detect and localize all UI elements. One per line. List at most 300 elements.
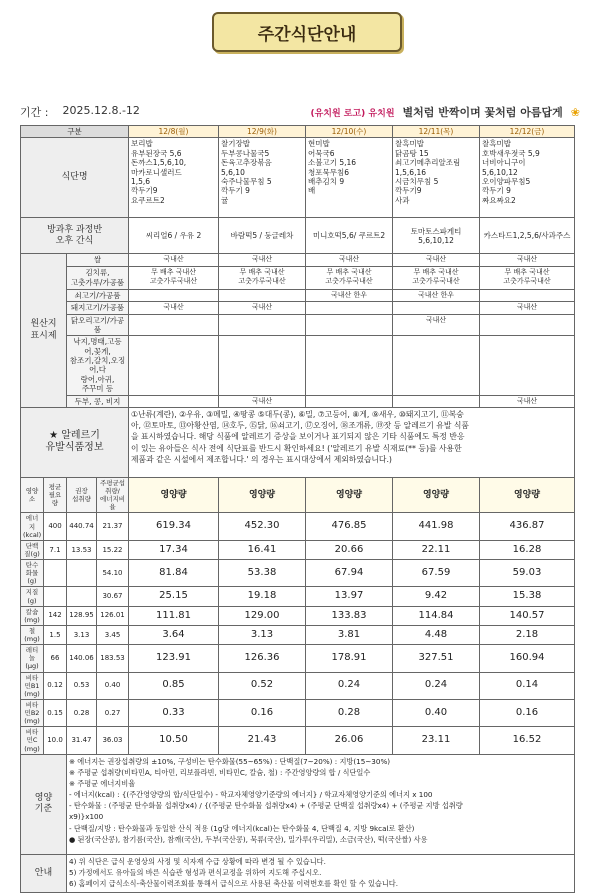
- day-header: 12/9(화): [219, 126, 306, 138]
- origin-item: [67, 266, 129, 289]
- menu-cell: [480, 138, 575, 218]
- period-label: 기간 :: [20, 106, 49, 119]
- nutrient-value: 0.16: [219, 699, 306, 726]
- nutrition-header-line: 필요량: [48, 491, 62, 508]
- origin-row: [21, 254, 575, 266]
- nutrient-value: 16.28: [480, 540, 575, 559]
- nutrient-name: [21, 625, 44, 644]
- nutrition-header-cell: [67, 477, 97, 513]
- notice-row: [21, 854, 575, 892]
- menu-item: 요쿠르트2: [131, 195, 165, 205]
- notice-line: 6) 홈페이지 급식소식-축산물이력조회를 통해서 급식으로 사용된 축산물 이력번호를 확인 할 수 있습니다.: [69, 878, 399, 888]
- nutrition-header-cell: [393, 477, 480, 513]
- nutrient-name: [21, 672, 44, 699]
- nutrition-row: [21, 513, 575, 540]
- nutrition-header-line: 영양량: [513, 489, 541, 500]
- menu-item: 돈까스1,5,6,10,: [131, 158, 187, 168]
- nutrient-value: 59.03: [480, 560, 575, 587]
- origin-value: [480, 266, 575, 289]
- origin-value-line: 고춧가루국내산: [325, 276, 373, 285]
- notice-line: 4) 위 식단은 급식 운영상의 사정 및 식자재 수급 상황에 따라 변경 될 수 있습니다.: [69, 856, 326, 866]
- nutrient-name-line: 비타민B1: [24, 673, 40, 690]
- nutrition-header-line: 영양량: [335, 489, 363, 500]
- nutrient-name-line: 칼슘(mg): [24, 607, 40, 624]
- nutrient-value: 10.50: [129, 727, 219, 754]
- nutrition-header-cell: [480, 477, 575, 513]
- nutrient-name-line: (mg): [24, 717, 40, 726]
- nutrient-avg: 66: [44, 645, 67, 672]
- menu-cell: [129, 138, 219, 218]
- origin-row: [21, 395, 575, 407]
- menu-item: 시금치무침 5: [395, 176, 439, 186]
- period: [20, 104, 140, 120]
- standard-line: ● 된장(국산콩), 참기름(국산), 참깨(국산), 두부(국산콩), 묵류(국산), 밀가루(우리밀), 소금(국산), 떡(국산쌀) 사용: [69, 834, 428, 844]
- nutrient-rec: 3.13: [67, 625, 97, 644]
- nutrient-value: 3.81: [306, 625, 393, 644]
- menu-cell: [393, 138, 480, 218]
- menu-item: 배추김치 9: [308, 176, 345, 186]
- origin-item-line: 랑어,아귀,: [80, 374, 115, 384]
- allergy-row: [21, 407, 575, 477]
- nutrient-week: 54.10: [97, 560, 129, 587]
- nutrient-value: 2.18: [480, 625, 575, 644]
- origin-value: [393, 314, 480, 336]
- nutrient-rec: 13.53: [67, 540, 97, 559]
- origin-value: [393, 289, 480, 301]
- origin-value-line: 무 배추 국내산: [239, 267, 285, 276]
- allergy-line: ①난류(계란), ②우유, ③메밀, ④땅콩 ⑤대두(콩), ⑥밀, ⑦고등어, ⑧게, ⑨새우, ⑩돼지고기, ⑪복숭: [131, 409, 464, 419]
- nutrient-week: 3.45: [97, 625, 129, 644]
- nutrient-value: 619.34: [129, 513, 219, 540]
- nutrient-value: 129.00: [219, 606, 306, 625]
- nutrient-week: 0.40: [97, 672, 129, 699]
- origin-label-line: 원산지: [30, 319, 57, 330]
- nutrient-value: 0.52: [219, 672, 306, 699]
- origin-value: [219, 266, 306, 289]
- origin-value-line: 무 배추 국내산: [326, 267, 372, 276]
- nutrient-avg: 400: [44, 513, 67, 540]
- nutrient-value: 452.30: [219, 513, 306, 540]
- nutrient-rec: 0.28: [67, 699, 97, 726]
- nutrition-header-line: 영양량: [160, 489, 187, 500]
- origin-value-line: 국내산: [516, 396, 538, 405]
- menu-item: 어묵국6: [308, 148, 335, 158]
- origin-item: [67, 336, 129, 395]
- origin-value-line: 무 배추 국내산: [150, 267, 197, 276]
- origin-value-line: 국내산: [251, 255, 273, 264]
- origin-label: [21, 254, 67, 408]
- origin-value: [129, 395, 219, 407]
- nutrient-week: 36.03: [97, 727, 129, 754]
- menu-item: 호박새우젓국 5,9: [482, 148, 540, 158]
- origin-item: [67, 254, 129, 266]
- nutrition-header-line: 영양량: [422, 489, 450, 500]
- nutrient-value: 0.28: [306, 699, 393, 726]
- origin-item-line: 낙지,명태,고등어,꽃게,: [73, 337, 122, 356]
- origin-value-line: 국내산 한우: [330, 290, 368, 299]
- meal-plan-table: [20, 125, 575, 893]
- origin-value: [480, 314, 575, 336]
- origin-value: [219, 289, 306, 301]
- menu-item: 너비아니구이: [482, 158, 526, 168]
- origin-item-line: 김치류,: [85, 268, 110, 278]
- brand: [310, 104, 580, 120]
- nutrient-value: 0.24: [393, 672, 480, 699]
- nutrient-rec: 0.53: [67, 672, 97, 699]
- nutrient-value: 0.16: [480, 699, 575, 726]
- nutrient-name-line: 에너지: [25, 514, 39, 531]
- nutrient-value: 3.64: [129, 625, 219, 644]
- menu-item: 찰기장밥: [221, 139, 250, 149]
- nutrient-value: 0.33: [129, 699, 219, 726]
- nutrition-header-line: 평균: [48, 482, 62, 491]
- origin-value-line: 국내산: [163, 255, 184, 264]
- menu-item: 깍두기9: [131, 186, 158, 196]
- nutrient-name-line: (mg): [24, 744, 40, 753]
- origin-item-line: 쇠고기/가공품: [74, 290, 121, 300]
- menu-item: 숙주나물무침 5: [221, 176, 272, 186]
- origin-value-line: 국내산: [425, 315, 447, 324]
- nutrient-value: 441.98: [393, 513, 480, 540]
- meals-label: 식단명: [21, 138, 129, 218]
- day-header: 12/12(금): [480, 126, 575, 138]
- origin-item: [67, 289, 129, 301]
- origin-value-line: 국내산: [251, 303, 273, 312]
- nutrient-value: 0.85: [129, 672, 219, 699]
- origin-value-line: 고춧가루국내산: [238, 276, 286, 285]
- day-header: 12/8(월): [129, 126, 219, 138]
- nutrition-row: [21, 727, 575, 754]
- nutrient-name-line: 탄수화물: [25, 561, 39, 578]
- kindergarten-logo: (유치원 로고) 유치원: [310, 108, 395, 119]
- origin-item-line: 주꾸미 등: [81, 384, 114, 394]
- standard-text: [67, 754, 575, 854]
- nutrient-value: 25.15: [129, 587, 219, 606]
- nutrient-value: 126.36: [219, 645, 306, 672]
- allergy-line: 이 있는 유아들은 식사 전에 식단표를 반드시 확인하세요! ('알레르기 유발 식재료(** 등)를 사용한: [131, 443, 462, 453]
- snack-row: [21, 218, 575, 254]
- origin-item-line: 돼지고기/가공품: [70, 303, 125, 313]
- standard-label-line: 영양: [34, 792, 53, 803]
- origin-value: [480, 254, 575, 266]
- menu-item: 찰흑미밥: [395, 139, 424, 149]
- nutrition-row: [21, 560, 575, 587]
- origin-row: [21, 302, 575, 314]
- nutrient-value: 0.40: [393, 699, 480, 726]
- nutrition-row: [21, 606, 575, 625]
- nutrition-row: [21, 645, 575, 672]
- nutrient-avg: 10.0: [44, 727, 67, 754]
- menu-item: 깍두기 9: [221, 186, 250, 196]
- standard-line: x9)}x100: [69, 812, 104, 822]
- nutrition-row: [21, 540, 575, 559]
- standard-label: [21, 754, 67, 854]
- nutrition-header: [21, 477, 575, 513]
- nutrition-header-cell: [44, 477, 67, 513]
- nutrition-header-cell: [306, 477, 393, 513]
- origin-value-line: 국내산: [425, 255, 447, 264]
- nutrition-row: [21, 625, 575, 644]
- nutrition-header-line: 섭취량: [72, 495, 91, 504]
- origin-value-line: 무 배추 국내산: [413, 267, 459, 276]
- nutrient-week: 183.53: [97, 645, 129, 672]
- nutrient-value: 16.41: [219, 540, 306, 559]
- allergy-line: 제품과 같은 시설에서 제조합니다.' 의 경우는 표시대상에서 제외하였습니다.): [131, 455, 392, 465]
- menu-item: 1,5,6,16: [395, 167, 427, 177]
- meals-row: [21, 138, 575, 218]
- nutrient-value: 114.84: [393, 606, 480, 625]
- nutrient-value: 26.06: [306, 727, 393, 754]
- origin-value-line: 무 배추 국내산: [504, 267, 550, 276]
- origin-value: [306, 289, 393, 301]
- nutrition-header-line: 영양소: [25, 487, 39, 504]
- snack-cell: 미니호떡5,6/ 쿠르트2: [306, 218, 393, 254]
- nutrition-header-line: 에너지비율: [99, 495, 126, 512]
- origin-value: [393, 254, 480, 266]
- menu-cell: [219, 138, 306, 218]
- snack-cell: 카스타드1,2,5,6/사과주스: [480, 218, 575, 254]
- origin-value-line: 국내산 한우: [417, 290, 455, 299]
- standard-line: ※ 에너지는 권장섭취량의 ±10%, 구성비는 탄수화물(55~65%) : 단백질(7~20%) : 지방(15~30%): [69, 756, 391, 766]
- nutrient-value: 67.59: [393, 560, 480, 587]
- origin-value: [219, 395, 306, 407]
- standard-label-line: 기준: [34, 804, 53, 815]
- nutrient-week: 15.22: [97, 540, 129, 559]
- menu-item: 5,6,10: [221, 167, 245, 177]
- nutrient-value: 476.85: [306, 513, 393, 540]
- nutrient-name-line: 단백질(g): [24, 541, 40, 558]
- nutrient-value: 21.43: [219, 727, 306, 754]
- menu-item: 사과: [395, 195, 410, 205]
- menu-item: 유부된장국 5,6: [131, 148, 182, 158]
- nutrient-name-line: (g): [27, 577, 37, 586]
- standard-line: - 탄수화물 : (주평균 탄수화물 섭취량x4) / {(주평균 탄수화물 섭취량x4) + (주평균 단백질 섭취량x4) + (주평균 지방 섭취량: [69, 801, 463, 811]
- menu-item: 5,6,10,12: [482, 167, 518, 177]
- origin-value-line: 고춧가루국내산: [412, 276, 460, 285]
- menu-item: 청포묵무침6: [308, 167, 349, 177]
- origin-item-line: 쌀: [93, 255, 102, 265]
- nutrition-row: [21, 587, 575, 606]
- nutrient-avg: 0.12: [44, 672, 67, 699]
- header-row: [21, 126, 575, 138]
- origin-value: [393, 395, 480, 407]
- menu-item: 깍두기9: [395, 186, 422, 196]
- snack-cell: 토마토스파게티 5,6,10,12: [393, 218, 480, 254]
- origin-value: [480, 395, 575, 407]
- menu-item: 보리밥: [131, 139, 153, 149]
- nutrient-name-line: (mg): [24, 689, 40, 698]
- standard-line: - 에너지(kcal) : {(주간영양량의 합/식단일수) - 학교자체영양기준량의 에너지} / 학교자체영양기준의 에너지 x 100: [69, 790, 433, 800]
- nutrition-header-cell: [129, 477, 219, 513]
- nutrient-value: 140.57: [480, 606, 575, 625]
- nutrient-name: [21, 727, 44, 754]
- origin-value: [306, 254, 393, 266]
- menu-item: 마카로니샐러드: [131, 167, 182, 177]
- origin-value: [306, 302, 393, 314]
- origin-row: [21, 266, 575, 289]
- nutrient-value: 22.11: [393, 540, 480, 559]
- nutrient-rec: 440.74: [67, 513, 97, 540]
- nutrient-week: 0.27: [97, 699, 129, 726]
- origin-value: [129, 314, 219, 336]
- nutrient-name-line: (kcal): [23, 530, 42, 539]
- nutrient-name-line: 지질(g): [25, 588, 39, 605]
- menu-item: 소불고기 5,16: [308, 158, 357, 168]
- origin-value: [219, 336, 306, 395]
- nutrition-row: [21, 672, 575, 699]
- origin-value: [219, 254, 306, 266]
- origin-value: [393, 266, 480, 289]
- nutrition-header-cell: [21, 477, 44, 513]
- nutrient-week: 21.37: [97, 513, 129, 540]
- slogan: 별처럼 반짝이며 꽃처럼 아름답게: [402, 106, 563, 119]
- menu-cell: [306, 138, 393, 218]
- origin-value: [480, 302, 575, 314]
- allergy-label-line: 유발식품정보: [45, 442, 104, 454]
- origin-value: [393, 336, 480, 395]
- nutrient-value: 123.91: [129, 645, 219, 672]
- nutrient-value: 9.42: [393, 587, 480, 606]
- nutrition-header-line: 권장: [75, 487, 88, 495]
- origin-value: [480, 289, 575, 301]
- origin-value: [129, 254, 219, 266]
- origin-value: [306, 266, 393, 289]
- notice-label: 안내: [21, 854, 67, 892]
- menu-item: 배: [308, 186, 316, 196]
- nutrient-value: 178.91: [306, 645, 393, 672]
- nutrition-header-line: 영양량: [248, 489, 276, 500]
- menu-item: 짜요짜요2: [482, 195, 516, 205]
- notice-line: 5) 가정에서도 유아들의 바른 식습관 형성과 편식교정을 위하여 지도해 주십시오.: [69, 867, 322, 877]
- origin-value-line: 국내산: [516, 303, 538, 312]
- nutrient-value: 327.51: [393, 645, 480, 672]
- origin-value: [306, 395, 393, 407]
- nutrient-rec: 31.47: [67, 727, 97, 754]
- standard-row: [21, 754, 575, 854]
- nutrient-name-line: 비타민B2: [24, 700, 40, 717]
- origin-value: [306, 336, 393, 395]
- menu-item: 현미밥: [308, 139, 330, 149]
- menu-item: 쇠고기메추리알조림: [395, 158, 461, 168]
- nutrient-value: 17.34: [129, 540, 219, 559]
- nutrition-header-cell: [97, 477, 129, 513]
- page-title: 주간식단안내: [212, 12, 402, 52]
- origin-label-line: 표시제: [30, 330, 57, 341]
- nutrient-rec: 140.06: [67, 645, 97, 672]
- nutrient-name: [21, 513, 44, 540]
- origin-value: [480, 336, 575, 395]
- nutrient-rec: [67, 587, 97, 606]
- nutrient-rec: [67, 560, 97, 587]
- snack-cell: 씨리얼6 / 우유 2: [129, 218, 219, 254]
- menu-item: 닭곰탕 15: [395, 148, 429, 158]
- snack-label-line: 방과후 과정반: [46, 224, 103, 235]
- origin-value: [393, 302, 480, 314]
- nutrient-name-line: 비타민C: [25, 728, 39, 745]
- allergy-label: [21, 407, 129, 477]
- nutrient-value: 0.24: [306, 672, 393, 699]
- nutrient-value: 23.11: [393, 727, 480, 754]
- nutrient-name: [21, 645, 44, 672]
- nutrient-value: 4.48: [393, 625, 480, 644]
- notice-text: [67, 854, 575, 892]
- nutrient-name: [21, 699, 44, 726]
- allergy-text: [129, 407, 575, 477]
- nutrient-value: 15.38: [480, 587, 575, 606]
- origin-item: [67, 314, 129, 336]
- nutrient-name-line: 철(mg): [24, 626, 40, 643]
- origin-value: [219, 314, 306, 336]
- period-value: 2025.12.8.-12: [62, 104, 140, 117]
- origin-value-line: 국내산: [163, 303, 184, 312]
- origin-row: [21, 314, 575, 336]
- flower-icon: ❀: [570, 105, 580, 119]
- nutrition-header-line: 주평균섭취량/: [99, 478, 126, 495]
- nutrient-avg: 7.1: [44, 540, 67, 559]
- menu-item: 깍두기 9: [482, 186, 511, 196]
- origin-item-line: 두부, 콩, 비지: [74, 396, 121, 406]
- menu-item: 오이양파무침5: [482, 176, 531, 186]
- menu-item: 찰흑미밥: [482, 139, 511, 149]
- meta-row: [20, 104, 580, 120]
- nutrient-name: [21, 560, 44, 587]
- origin-value-line: 국내산: [338, 255, 360, 264]
- nutrient-avg: [44, 560, 67, 587]
- nutrient-name: [21, 606, 44, 625]
- nutrient-avg: 142: [44, 606, 67, 625]
- snack-label-line: 오후 간식: [55, 235, 94, 246]
- origin-value: [129, 336, 219, 395]
- origin-value-line: 국내산: [516, 255, 538, 264]
- nutrient-value: 81.84: [129, 560, 219, 587]
- origin-value-line: 국내산: [251, 396, 273, 405]
- nutrient-week: 30.67: [97, 587, 129, 606]
- origin-value: [306, 314, 393, 336]
- nutrient-week: 126.01: [97, 606, 129, 625]
- nutrient-rec: 128.95: [67, 606, 97, 625]
- nutrient-avg: [44, 587, 67, 606]
- day-header: 12/11(목): [393, 126, 480, 138]
- menu-item: 돈육고추장볶음: [221, 158, 272, 168]
- snack-label: [21, 218, 129, 254]
- standard-line: ※ 주평균 섭취량(비타민A, 티아민, 리보플라빈, 비타민C, 칼슘, 철) : 주간영양량의 합 / 식단일수: [69, 767, 371, 777]
- origin-value: [129, 266, 219, 289]
- origin-value: [129, 289, 219, 301]
- nutrient-avg: 0.15: [44, 699, 67, 726]
- standard-line: - 단백질/지방 : 탄수화물과 동일한 산식 적용 (1g당 에너지(kcal)는 탄수화물 4, 단백질 4, 지방 9kcal로 환산): [69, 823, 415, 833]
- nutrient-value: 19.18: [219, 587, 306, 606]
- nutrient-value: 20.66: [306, 540, 393, 559]
- nutrient-value: 3.13: [219, 625, 306, 644]
- nutrition-header-cell: [219, 477, 306, 513]
- standard-line: ※ 주평균 에너지비율: [69, 778, 136, 788]
- origin-item-line: 참조기,갈치,오징어,다: [69, 356, 126, 375]
- nutrient-avg: 1.5: [44, 625, 67, 644]
- origin-value-line: 고춧가루국내산: [503, 276, 551, 285]
- menu-item: 1,5,6: [131, 176, 151, 186]
- nutrient-value: 111.81: [129, 606, 219, 625]
- origin-item-line: 닭오리고기/가공품: [70, 315, 125, 334]
- nutrient-name: [21, 587, 44, 606]
- nutrient-name: [21, 540, 44, 559]
- origin-row: [21, 289, 575, 301]
- header-label: 구분: [21, 126, 129, 138]
- day-header: 12/10(수): [306, 126, 393, 138]
- origin-item-line: 고춧가루/가공품: [70, 277, 125, 287]
- nutrient-value: 16.52: [480, 727, 575, 754]
- allergy-line: 아, ⑫토마토, ⑬아황산염, ⑭호두, ⑮닭, ⑯쇠고기, ⑰오징어, ⑱조개류, ⑲잣 등 알레르기 유발 식품: [131, 421, 469, 431]
- origin-value: [219, 302, 306, 314]
